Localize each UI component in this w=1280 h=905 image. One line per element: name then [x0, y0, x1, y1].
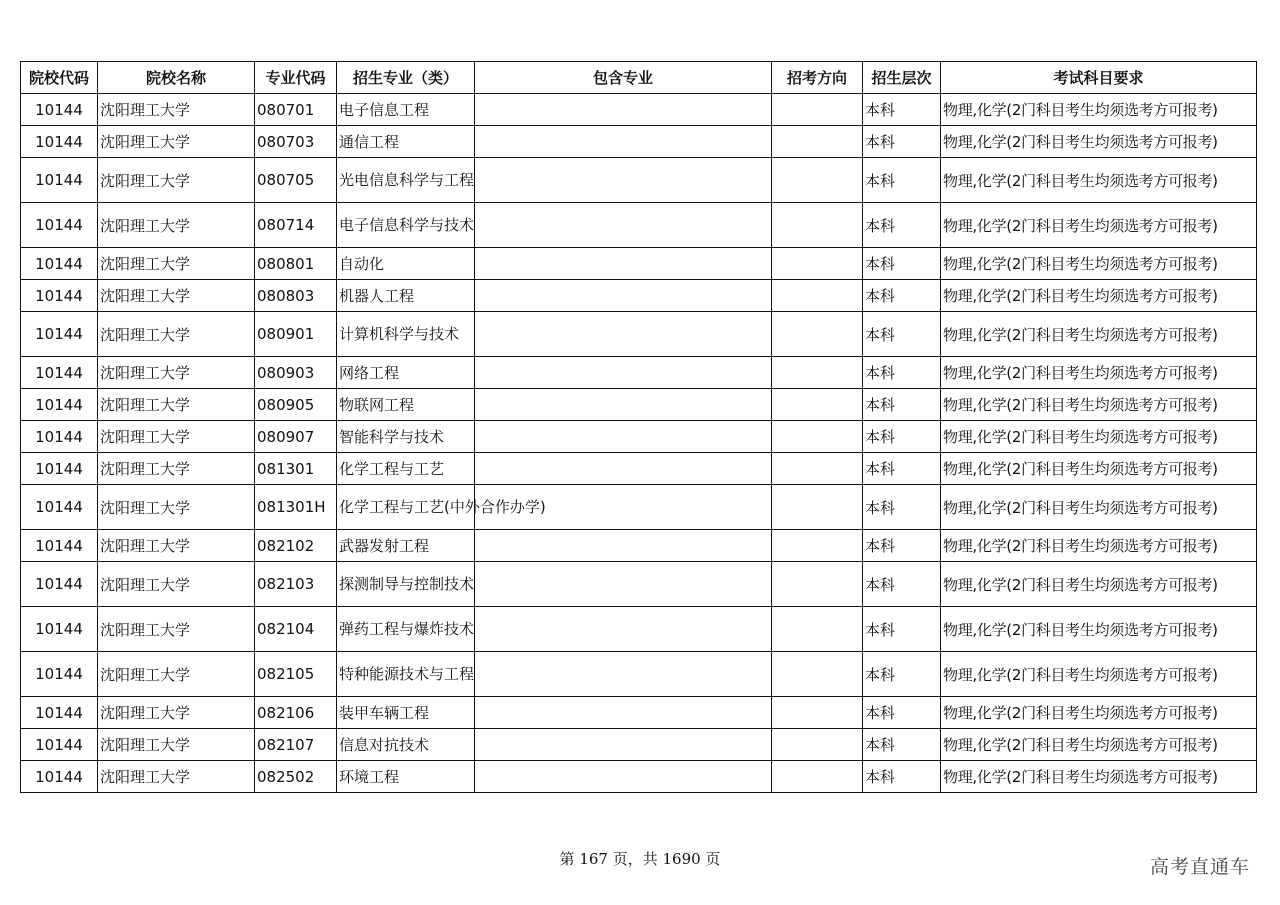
cell-school-code: 10144 — [21, 530, 98, 562]
cell-level: 本科 — [863, 312, 941, 357]
cell-school-code: 10144 — [21, 562, 98, 607]
header-row — [21, 62, 1257, 94]
cell-included-majors — [475, 357, 772, 389]
table-row — [21, 126, 1257, 158]
table-row — [21, 697, 1257, 729]
cell-school-code: 10144 — [21, 729, 98, 761]
cell-requirement: 物理,化学(2门科目考生均须选考方可报考) — [941, 357, 1257, 389]
cell-major-code: 082502 — [255, 761, 337, 793]
cell-school-code: 10144 — [21, 126, 98, 158]
cell-included-majors — [475, 280, 772, 312]
cell-requirement: 物理,化学(2门科目考生均须选考方可报考) — [941, 530, 1257, 562]
cell-major-code: 082102 — [255, 530, 337, 562]
cell-direction — [772, 126, 863, 158]
cell-school-name: 沈阳理工大学 — [98, 280, 255, 312]
cell-level: 本科 — [863, 607, 941, 652]
cell-level: 本科 — [863, 248, 941, 280]
cell-requirement: 物理,化学(2门科目考生均须选考方可报考) — [941, 485, 1257, 530]
table-body — [21, 94, 1257, 793]
cell-level: 本科 — [863, 158, 941, 203]
cell-direction — [772, 453, 863, 485]
admission-table — [20, 61, 1257, 793]
cell-major: 物联网工程 — [337, 389, 475, 421]
cell-school-code: 10144 — [21, 485, 98, 530]
header-major-code: 专业代码 — [255, 62, 337, 94]
cell-school-code: 10144 — [21, 697, 98, 729]
table-row — [21, 280, 1257, 312]
cell-school-name: 沈阳理工大学 — [98, 453, 255, 485]
table-row — [21, 357, 1257, 389]
cell-included-majors — [475, 126, 772, 158]
table-row — [21, 312, 1257, 357]
cell-school-name: 沈阳理工大学 — [98, 94, 255, 126]
cell-included-majors — [475, 761, 772, 793]
cell-major: 通信工程 — [337, 126, 475, 158]
cell-requirement: 物理,化学(2门科目考生均须选考方可报考) — [941, 562, 1257, 607]
cell-major-code: 081301H — [255, 485, 337, 530]
cell-school-name: 沈阳理工大学 — [98, 126, 255, 158]
cell-major: 网络工程 — [337, 357, 475, 389]
cell-major: 电子信息工程 — [337, 94, 475, 126]
header-major: 招生专业（类） — [337, 62, 475, 94]
cell-major: 智能科学与技术 — [337, 421, 475, 453]
cell-major: 机器人工程 — [337, 280, 475, 312]
cell-requirement: 物理,化学(2门科目考生均须选考方可报考) — [941, 761, 1257, 793]
cell-requirement: 物理,化学(2门科目考生均须选考方可报考) — [941, 248, 1257, 280]
cell-direction — [772, 357, 863, 389]
cell-requirement: 物理,化学(2门科目考生均须选考方可报考) — [941, 453, 1257, 485]
cell-school-name: 沈阳理工大学 — [98, 697, 255, 729]
cell-major: 光电信息科学与工程 — [337, 158, 475, 203]
cell-major: 化学工程与工艺(中外合作办学) — [337, 485, 475, 530]
table-row — [21, 652, 1257, 697]
cell-school-name: 沈阳理工大学 — [98, 485, 255, 530]
cell-school-code: 10144 — [21, 248, 98, 280]
cell-direction — [772, 562, 863, 607]
cell-level: 本科 — [863, 485, 941, 530]
cell-requirement: 物理,化学(2门科目考生均须选考方可报考) — [941, 389, 1257, 421]
cell-major-code: 080703 — [255, 126, 337, 158]
cell-school-name: 沈阳理工大学 — [98, 729, 255, 761]
cell-requirement: 物理,化学(2门科目考生均须选考方可报考) — [941, 126, 1257, 158]
cell-included-majors — [475, 389, 772, 421]
cell-included-majors — [475, 94, 772, 126]
cell-level: 本科 — [863, 697, 941, 729]
cell-school-code: 10144 — [21, 357, 98, 389]
cell-major-code: 082104 — [255, 607, 337, 652]
cell-level: 本科 — [863, 203, 941, 248]
cell-included-majors — [475, 248, 772, 280]
cell-included-majors — [475, 312, 772, 357]
cell-school-name: 沈阳理工大学 — [98, 158, 255, 203]
cell-major-code: 082107 — [255, 729, 337, 761]
cell-requirement: 物理,化学(2门科目考生均须选考方可报考) — [941, 652, 1257, 697]
cell-level: 本科 — [863, 761, 941, 793]
cell-major: 装甲车辆工程 — [337, 697, 475, 729]
cell-major: 化学工程与工艺 — [337, 453, 475, 485]
cell-included-majors — [475, 421, 772, 453]
cell-direction — [772, 652, 863, 697]
table-row — [21, 203, 1257, 248]
cell-direction — [772, 729, 863, 761]
cell-direction — [772, 421, 863, 453]
cell-major-code: 080701 — [255, 94, 337, 126]
cell-requirement: 物理,化学(2门科目考生均须选考方可报考) — [941, 697, 1257, 729]
cell-major-code: 080801 — [255, 248, 337, 280]
cell-level: 本科 — [863, 652, 941, 697]
cell-school-code: 10144 — [21, 312, 98, 357]
table-row — [21, 530, 1257, 562]
cell-included-majors — [475, 530, 772, 562]
cell-major: 特种能源技术与工程 — [337, 652, 475, 697]
table-row — [21, 607, 1257, 652]
cell-major: 弹药工程与爆炸技术 — [337, 607, 475, 652]
cell-direction — [772, 389, 863, 421]
cell-included-majors — [475, 562, 772, 607]
cell-level: 本科 — [863, 280, 941, 312]
cell-school-name: 沈阳理工大学 — [98, 562, 255, 607]
cell-included-majors — [475, 697, 772, 729]
cell-school-code: 10144 — [21, 280, 98, 312]
table-row — [21, 485, 1257, 530]
cell-requirement: 物理,化学(2门科目考生均须选考方可报考) — [941, 203, 1257, 248]
cell-direction — [772, 203, 863, 248]
cell-included-majors — [475, 453, 772, 485]
cell-major-code: 080803 — [255, 280, 337, 312]
cell-school-name: 沈阳理工大学 — [98, 312, 255, 357]
cell-level: 本科 — [863, 126, 941, 158]
cell-school-name: 沈阳理工大学 — [98, 761, 255, 793]
cell-major-code: 082106 — [255, 697, 337, 729]
table-row — [21, 453, 1257, 485]
cell-requirement: 物理,化学(2门科目考生均须选考方可报考) — [941, 312, 1257, 357]
cell-direction — [772, 312, 863, 357]
cell-school-code: 10144 — [21, 652, 98, 697]
cell-school-code: 10144 — [21, 761, 98, 793]
cell-direction — [772, 94, 863, 126]
cell-major: 环境工程 — [337, 761, 475, 793]
table-row — [21, 248, 1257, 280]
cell-major: 电子信息科学与技术 — [337, 203, 475, 248]
cell-level: 本科 — [863, 562, 941, 607]
cell-school-code: 10144 — [21, 389, 98, 421]
cell-school-name: 沈阳理工大学 — [98, 530, 255, 562]
cell-direction — [772, 280, 863, 312]
header-included-majors: 包含专业 — [475, 62, 772, 94]
table-row — [21, 562, 1257, 607]
header-requirement: 考试科目要求 — [941, 62, 1257, 94]
cell-requirement: 物理,化学(2门科目考生均须选考方可报考) — [941, 280, 1257, 312]
cell-school-name: 沈阳理工大学 — [98, 389, 255, 421]
cell-requirement: 物理,化学(2门科目考生均须选考方可报考) — [941, 421, 1257, 453]
cell-major-code: 082105 — [255, 652, 337, 697]
cell-school-name: 沈阳理工大学 — [98, 248, 255, 280]
cell-major: 自动化 — [337, 248, 475, 280]
cell-major: 信息对抗技术 — [337, 729, 475, 761]
cell-school-name: 沈阳理工大学 — [98, 652, 255, 697]
cell-level: 本科 — [863, 421, 941, 453]
cell-level: 本科 — [863, 94, 941, 126]
cell-major-code: 080905 — [255, 389, 337, 421]
cell-school-code: 10144 — [21, 421, 98, 453]
cell-major-code: 080705 — [255, 158, 337, 203]
cell-direction — [772, 530, 863, 562]
cell-major: 武器发射工程 — [337, 530, 475, 562]
cell-requirement: 物理,化学(2门科目考生均须选考方可报考) — [941, 729, 1257, 761]
header-school-code: 院校代码 — [21, 62, 98, 94]
cell-included-majors — [475, 729, 772, 761]
cell-included-majors — [475, 652, 772, 697]
cell-included-majors — [475, 158, 772, 203]
cell-major-code: 081301 — [255, 453, 337, 485]
cell-level: 本科 — [863, 729, 941, 761]
page-number: 第 167 页，共 1690 页 — [559, 850, 721, 868]
cell-major-code: 080901 — [255, 312, 337, 357]
cell-school-code: 10144 — [21, 203, 98, 248]
cell-requirement: 物理,化学(2门科目考生均须选考方可报考) — [941, 94, 1257, 126]
cell-school-name: 沈阳理工大学 — [98, 357, 255, 389]
table-row — [21, 158, 1257, 203]
header-level: 招生层次 — [863, 62, 941, 94]
cell-major-code: 080714 — [255, 203, 337, 248]
cell-school-code: 10144 — [21, 94, 98, 126]
table-row — [21, 761, 1257, 793]
cell-school-code: 10144 — [21, 158, 98, 203]
cell-requirement: 物理,化学(2门科目考生均须选考方可报考) — [941, 158, 1257, 203]
cell-school-name: 沈阳理工大学 — [98, 607, 255, 652]
cell-direction — [772, 761, 863, 793]
header-school-name: 院校名称 — [98, 62, 255, 94]
cell-major-code: 082103 — [255, 562, 337, 607]
cell-level: 本科 — [863, 530, 941, 562]
table-row — [21, 389, 1257, 421]
cell-major: 探测制导与控制技术 — [337, 562, 475, 607]
cell-school-code: 10144 — [21, 607, 98, 652]
cell-included-majors — [475, 203, 772, 248]
cell-school-name: 沈阳理工大学 — [98, 421, 255, 453]
cell-major-code: 080907 — [255, 421, 337, 453]
cell-major: 计算机科学与技术 — [337, 312, 475, 357]
header-direction: 招考方向 — [772, 62, 863, 94]
table-row — [21, 94, 1257, 126]
cell-school-code: 10144 — [21, 453, 98, 485]
cell-direction — [772, 158, 863, 203]
cell-direction — [772, 248, 863, 280]
cell-direction — [772, 697, 863, 729]
cell-level: 本科 — [863, 357, 941, 389]
cell-level: 本科 — [863, 389, 941, 421]
cell-major-code: 080903 — [255, 357, 337, 389]
cell-level: 本科 — [863, 453, 941, 485]
cell-included-majors — [475, 607, 772, 652]
cell-direction — [772, 485, 863, 530]
watermark-logo: 高考直通车 — [1149, 856, 1250, 878]
cell-school-name: 沈阳理工大学 — [98, 203, 255, 248]
cell-requirement: 物理,化学(2门科目考生均须选考方可报考) — [941, 607, 1257, 652]
cell-direction — [772, 607, 863, 652]
table-row — [21, 729, 1257, 761]
table-row — [21, 421, 1257, 453]
